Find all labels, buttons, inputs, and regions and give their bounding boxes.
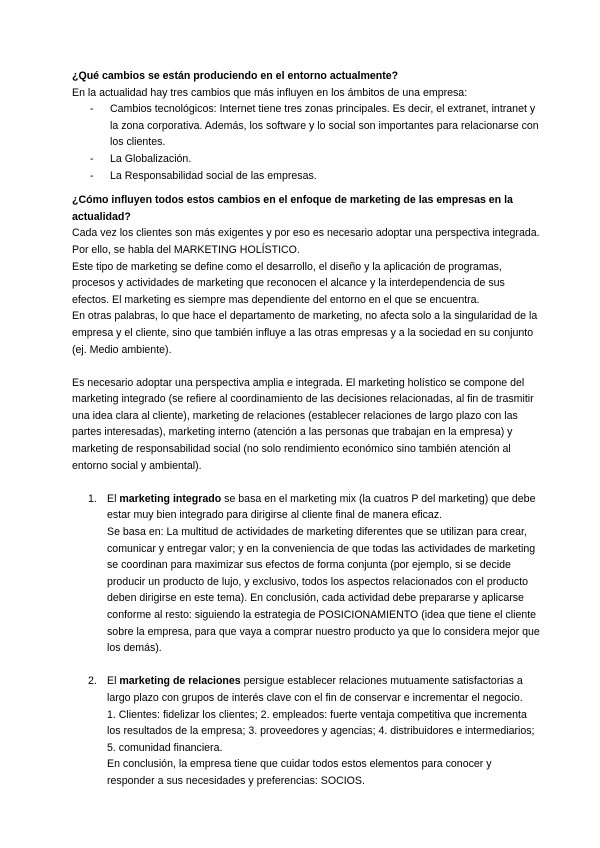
term-marketing-integrado: marketing integrado bbox=[119, 492, 222, 505]
list-item: - La Responsabilidad social de las empresas. bbox=[72, 168, 540, 185]
numbered-item-integrado: 1. El marketing integrado se basa en el marketing mix (la cuatros P del marketing) que debe estar muy bien integrado para dirigirse al cliente final de manera eficaz. Se basa en: La multitud de actividades de marketing diferentes que se utilizan para crear, comunicar y entregar valor; y en la conveniencia de que todas las actividades de marketing se coordinan para maximizar sus efectos de forma conjunta (por ejemplo, si se decide producir un producto de lujo, y exclusivo, todos los aspectos relacionados con el producto deben dirigirse en este tema). En conclusión, cada actividad debe prepararse y aplicarse conforme al resto: siguiendo la estrategia de POSICIONAMIENTO (idea que tiene el cliente sobre la empresa, para que vaya a comprar nuestro producto ya que lo considera mejor que los demás). bbox=[72, 491, 540, 657]
term-marketing-relaciones: marketing de relaciones bbox=[119, 675, 241, 688]
item-detail: 1. Clientes: fidelizar los clientes; 2. empleados: fuerte ventaja competitiva que incrementa los resultados de la empresa; 3. proveedores y agencias; 4. distribuidores e intermediarios; 5. comunidad financiera. bbox=[107, 708, 535, 754]
item-detail: Se basa en: La multitud de actividades de marketing diferentes que se utilizan para crear, comunicar y entregar valor; y en la conveniencia de que todas las actividades de marketing se coordinan para maximizar sus efectos de forma conjunta (por ejemplo, si se decide producir un producto de lujo, y exclusivo, todos los aspectos relacionados con el producto deben dirigirse en este tema). En conclusión, cada actividad debe prepararse y aplicarse conforme al resto: siguiendo la estrategia de POSICIONAMIENTO (idea que tiene el cliente sobre la empresa, para que vaya a comprar nuestro producto ya que lo considera mejor que los demás). bbox=[107, 526, 540, 655]
dash-marker: - bbox=[90, 103, 94, 116]
numbered-list bbox=[72, 673, 540, 789]
numbered-item-relaciones: 2. El marketing de relaciones persigue establecer relaciones mutuamente satisfactorias a largo plazo con grupos de interés clave con el fin de conservar e incrementar el negocio. 1. Clientes: fidelizar los clientes; 2. empleados: fuerte ventaja competitiva que incrementa los resultados de la empresa; 3. proveedores y agencias; 4. distribuidores e intermediarios; 5. comunidad financiera. En conclusión, la empresa tiene que cuidar todos estos elementos para conocer y responder a sus necesidades y preferencias: SOCIOS. bbox=[72, 673, 540, 789]
paragraph: Este tipo de marketing se define como el desarrollo, el diseño y la aplicación de programas, procesos y actividades de marketing que reconocen el alcance y la interdependencia de sus efectos. El marketing es siempre mas dependiente del entorno en el que se encuentra. bbox=[72, 260, 505, 306]
item-number: 2. bbox=[88, 675, 97, 688]
list-item: - Cambios tecnológicos: Internet tiene tres zonas principales. Es decir, el extranet, intranet y la zona corporativa. Además, los software y lo social son importantes para relacionarse con los clientes. bbox=[90, 103, 539, 149]
dash-marker: - bbox=[90, 169, 94, 182]
section-heading-cambios: ¿Qué cambios se están produciendo en el entorno actualmente? bbox=[72, 70, 399, 82]
item-conclusion: En conclusión, la empresa tiene que cuidar todos estos elementos para conocer y responder a sus necesidades y preferencias: SOCIOS. bbox=[107, 758, 492, 787]
item-number: 1. bbox=[88, 492, 97, 505]
list-item: - La Globalización. bbox=[72, 151, 540, 168]
paragraph: Cada vez los clientes son más exigentes y por eso es necesario adoptar una perspectiva integrada. Por ello, se habla del MARKETING HOLÍSTICO. bbox=[72, 227, 540, 256]
numbered-list bbox=[72, 491, 540, 657]
changes-list bbox=[72, 101, 540, 184]
intro-paragraph: En la actualidad hay tres cambios que más influyen en los ámbitos de una empresa: bbox=[72, 86, 468, 99]
section-heading-enfoque: ¿Cómo influyen todos estos cambios en el enfoque de marketing de las empresas en la actualidad? bbox=[72, 194, 513, 223]
paragraph: Es necesario adoptar una perspectiva amplia e integrada. El marketing holístico se compone del marketing integrado (se refiere al coordinamiento de las decisiones relacionadas, al fin de trasmitir una idea clara al cliente), marketing de relaciones (establecer relaciones de largo plazo con las partes interesadas), marketing interno (atención a las personas que trabajan en la empresa) y marketing de responsabilidad social (no solo rendimiento económico sino también atención al entorno social y ambiental). bbox=[72, 376, 534, 472]
dash-marker: - bbox=[90, 152, 94, 165]
paragraph: En otras palabras, lo que hace el departamento de marketing, no afecta solo a la singularidad de la empresa y el cliente, sino que también influye a las otras empresas y a la sociedad en su conjunto (ej. Medio ambiente). bbox=[72, 310, 538, 356]
